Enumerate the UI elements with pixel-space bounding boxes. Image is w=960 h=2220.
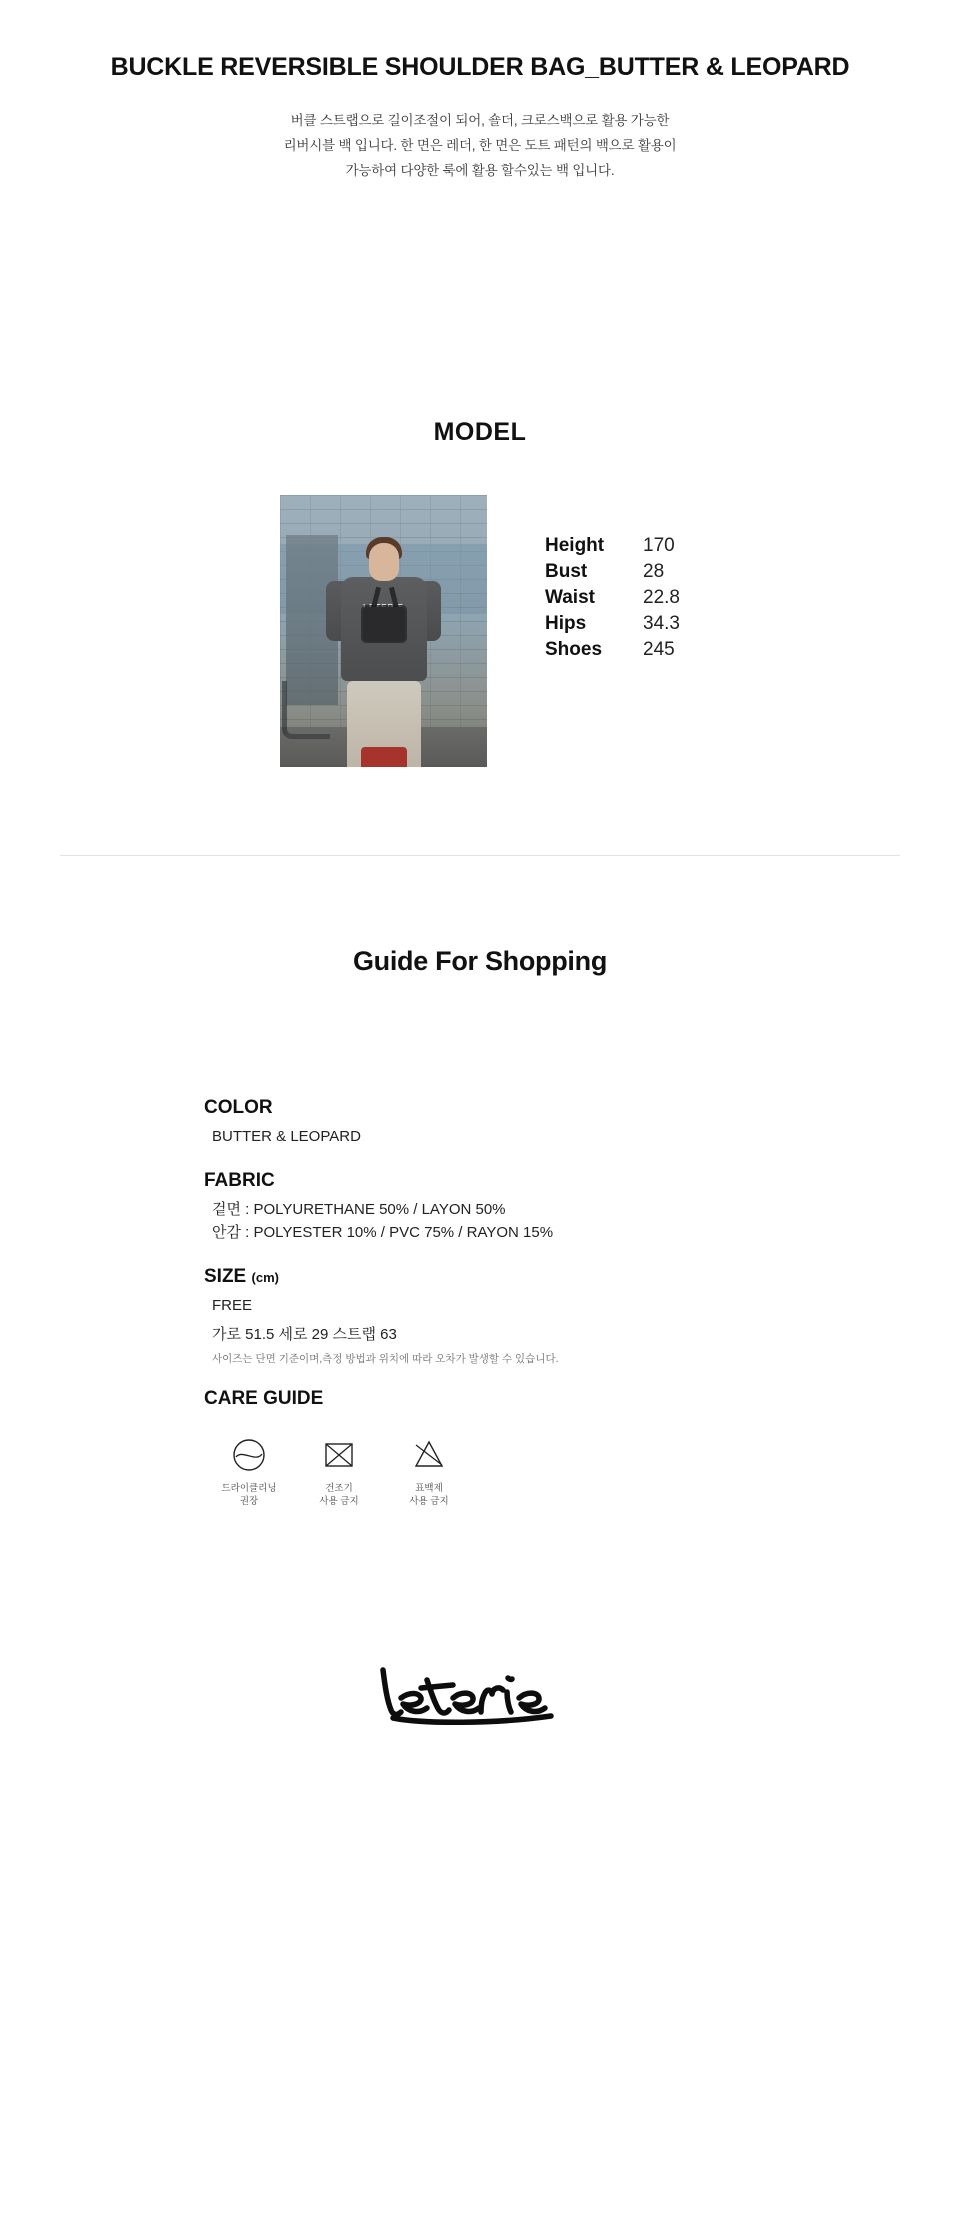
- care-guide-label: CARE GUIDE: [204, 1387, 324, 1409]
- fabric-outer: 겉면 : POLYURETHANE 50% / LAYON 50%: [212, 1200, 506, 1218]
- model-section-heading: MODEL: [433, 417, 527, 446]
- section-divider: [60, 855, 900, 856]
- spec-label-hips: Hips: [545, 612, 587, 634]
- size-label: [204, 1266, 760, 1288]
- size-label-text: SIZE: [204, 1265, 247, 1287]
- fabric-lining: 안감 : POLYESTER 10% / PVC 75% / RAYON 15%: [212, 1223, 554, 1241]
- size-note: 사이즈는 단면 기준이며,측정 방법과 위치에 따라 오차가 발생할 수 있습니다.: [212, 1352, 559, 1365]
- care-item-no-bleach: [398, 1432, 460, 1508]
- size-unit: (cm): [251, 1269, 279, 1285]
- model-spec-table: [545, 533, 680, 663]
- no-bleach-icon: [398, 1432, 460, 1478]
- care-icon-list: [204, 1432, 760, 1508]
- care-caption-no-bleach-2: 사용 금지: [409, 1495, 449, 1507]
- photo-background-bicycle: [282, 681, 330, 739]
- photo-model-head: [369, 543, 399, 581]
- description-line-2: 리버시블 백 입니다. 한 면은 레더, 한 면은 도트 패턴의 백으로 활용이: [283, 137, 677, 153]
- dry-clean-icon: [218, 1432, 280, 1478]
- care-caption-dry-clean-1: 드라이클리닝: [221, 1482, 277, 1494]
- spec-value-waist: 22.8: [643, 586, 680, 608]
- brand-logo: [0, 1658, 960, 1800]
- product-description: [170, 108, 790, 183]
- spec-value-height: 170: [643, 534, 675, 556]
- care-item-no-tumble-dry: [308, 1432, 370, 1508]
- model-section: [0, 495, 960, 767]
- spec-label-waist: Waist: [545, 586, 595, 608]
- care-caption-no-bleach-1: 표백제: [415, 1482, 443, 1494]
- leterie-logo-icon: [375, 1658, 585, 1730]
- size-measure: 가로 51.5 세로 29 스트랩 63: [212, 1325, 397, 1343]
- guide-section-heading: Guide For Shopping: [352, 945, 608, 976]
- size-value: FREE: [212, 1296, 253, 1314]
- photo-model-shoes: [361, 747, 407, 767]
- spec-value-hips: 34.3: [643, 612, 680, 634]
- care-caption-dry-clean-2: 권장: [239, 1495, 259, 1507]
- fabric-label: FABRIC: [204, 1169, 275, 1191]
- page-title: BUCKLE REVERSIBLE SHOULDER BAG_BUTTER & LEOPARD: [110, 52, 850, 81]
- color-label: COLOR: [204, 1096, 273, 1118]
- spec-label-height: Height: [545, 534, 605, 556]
- description-line-1: 버클 스트랩으로 길이조절이 되어, 숄더, 크로스백으로 활용 가능한: [290, 112, 670, 128]
- care-caption-no-tumble-dry-1: 건조기: [325, 1482, 353, 1494]
- color-value: BUTTER & LEOPARD: [212, 1127, 361, 1145]
- spec-label-bust: Bust: [545, 560, 588, 582]
- spec-value-bust: 28: [643, 560, 665, 582]
- care-caption-no-tumble-dry-2: 사용 금지: [319, 1495, 359, 1507]
- spec-value-shoes: 245: [643, 638, 675, 660]
- care-item-dry-clean: [218, 1432, 280, 1508]
- no-tumble-dry-icon: [308, 1432, 370, 1478]
- model-photo: [280, 495, 487, 767]
- guide-section: [200, 1097, 760, 1508]
- description-line-3: 가능하여 다양한 룩에 활용 할수있는 백 입니다.: [345, 162, 615, 178]
- spec-label-shoes: Shoes: [545, 638, 603, 660]
- photo-shoulder-bag: [363, 607, 405, 641]
